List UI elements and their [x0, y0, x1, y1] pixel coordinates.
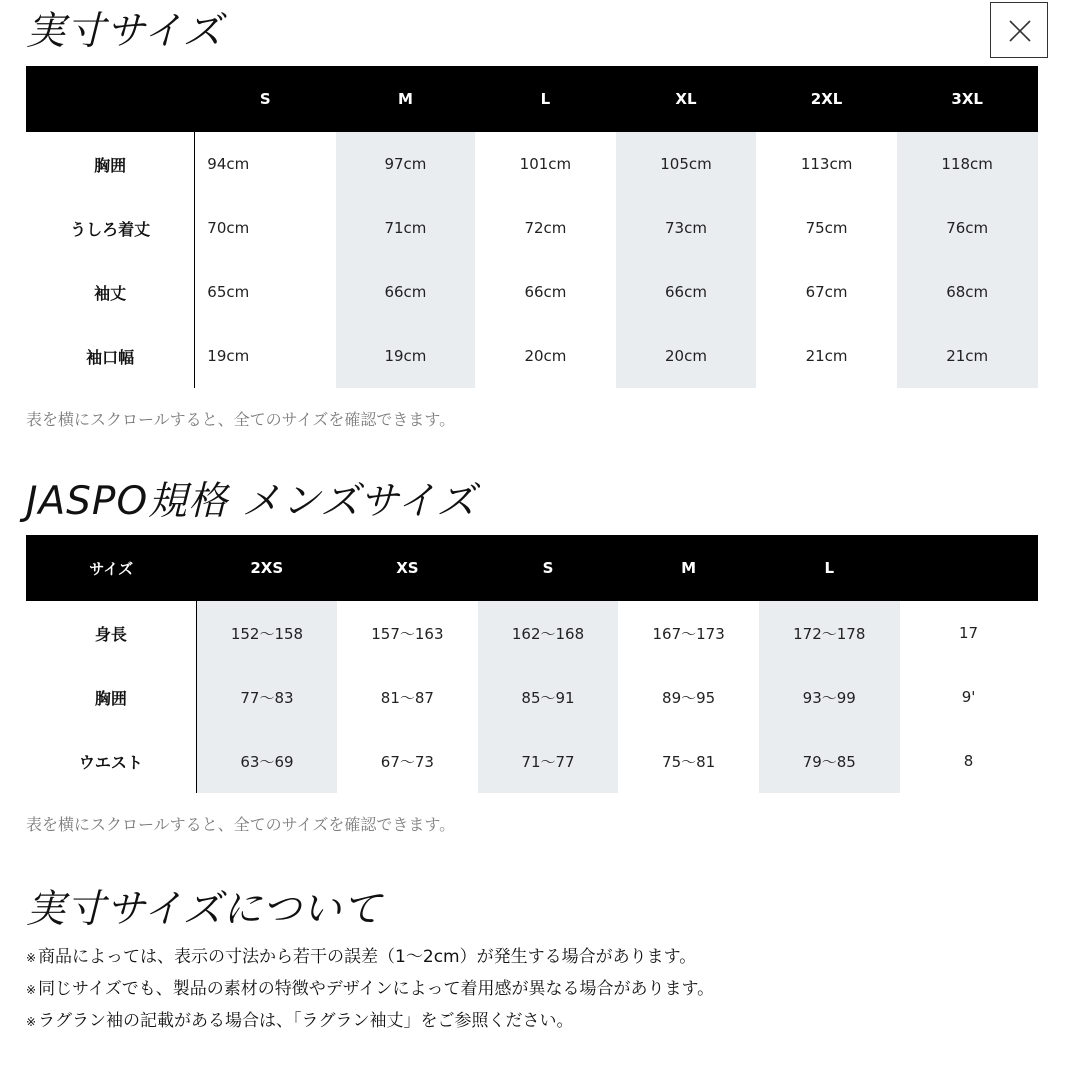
column-header — [900, 535, 1038, 601]
note-item — [26, 946, 714, 978]
table-header-row — [26, 66, 1038, 132]
table-cell: 67cm — [805, 283, 848, 301]
note-item — [26, 978, 714, 1010]
table-cell: 167〜173 — [652, 624, 725, 643]
table-cell: 17 — [958, 624, 979, 642]
table-cell: 20cm — [524, 347, 567, 365]
table-cell: 72cm — [524, 219, 567, 237]
table-cell: 76cm — [897, 196, 1038, 260]
actual-size-title: 実寸サイズ — [26, 9, 223, 54]
table-cell: 77〜83 — [196, 665, 337, 729]
table-cell: 66cm — [616, 260, 757, 324]
table-cell: 67〜73 — [380, 752, 434, 771]
row-label: 身長 — [26, 601, 196, 665]
table-cell: 9' — [961, 688, 976, 706]
table-cell: 101cm — [519, 155, 572, 173]
table-header-row — [26, 535, 1038, 601]
actual-size-table — [26, 66, 1038, 388]
table-row — [26, 729, 1038, 793]
table-cell: 75cm — [805, 219, 848, 237]
about-size-title: 実寸サイズについて — [26, 887, 383, 932]
table-cell: 73cm — [616, 196, 757, 260]
table-cell: 152〜158 — [196, 601, 337, 665]
column-header-l: L — [475, 66, 616, 132]
table-cell: 157〜163 — [371, 624, 444, 643]
jaspo-size-title: JASPO規格 メンズサイズ — [26, 479, 477, 524]
table-cell: 21cm — [897, 324, 1038, 388]
note-mark: ※ — [26, 951, 37, 965]
row-label: 袖口幅 — [26, 324, 195, 388]
table-cell: 85〜91 — [478, 665, 619, 729]
table-cell: 63〜69 — [196, 729, 337, 793]
jaspo-size-table-scroll[interactable] — [26, 535, 1038, 794]
column-header-2xl: 2XL — [756, 66, 897, 132]
table-row — [26, 324, 1038, 388]
actual-size-table-scroll[interactable] — [26, 66, 1038, 388]
row-label: ウエスト — [26, 729, 196, 793]
table-cell: 172〜178 — [759, 601, 900, 665]
column-header-xs: XS — [337, 535, 478, 601]
table-row — [26, 601, 1038, 665]
column-header-s: S — [195, 66, 336, 132]
column-header-3xl: 3XL — [897, 66, 1038, 132]
note-item — [26, 1010, 714, 1042]
column-header-m: M — [618, 535, 759, 601]
jaspo-size-table — [26, 535, 1038, 793]
row-label: 胸囲 — [26, 665, 196, 729]
column-header-2xs: 2XS — [196, 535, 337, 601]
close-button[interactable] — [990, 2, 1048, 58]
table-cell: 162〜168 — [478, 601, 619, 665]
table-cell: 65cm — [207, 283, 250, 301]
table-cell: 94cm — [207, 155, 250, 173]
note-text: 同じサイズでも、製品の素材の特徴やデザインによって着用感が異なる場合があります。 — [38, 979, 715, 999]
row-label: うしろ着丈 — [26, 196, 195, 260]
table-row — [26, 196, 1038, 260]
table-cell: 19cm — [336, 324, 475, 388]
table-cell: 66cm — [524, 283, 567, 301]
scroll-hint: 表を横にスクロールすると、全てのサイズを確認できます。 — [26, 410, 456, 429]
table-cell: 97cm — [336, 132, 475, 196]
column-header-m: M — [336, 66, 475, 132]
note-mark: ※ — [26, 1015, 37, 1029]
table-cell: 81〜87 — [380, 688, 434, 707]
table-row — [26, 132, 1038, 196]
table-row — [26, 665, 1038, 729]
table-cell: 8 — [963, 752, 974, 770]
note-text: 商品によっては、表示の寸法から若干の誤差（1〜2cm）が発生する場合があります。 — [38, 947, 697, 967]
row-label: 袖丈 — [26, 260, 195, 324]
table-cell: 71〜77 — [478, 729, 619, 793]
table-cell: 118cm — [897, 132, 1038, 196]
table-cell: 105cm — [616, 132, 757, 196]
column-header-xl: XL — [616, 66, 757, 132]
note-text: ラグラン袖の記載がある場合は、「ラグラン袖丈」をご参照ください。 — [38, 1011, 574, 1031]
scroll-hint: 表を横にスクロールすると、全てのサイズを確認できます。 — [26, 815, 456, 834]
table-row — [26, 260, 1038, 324]
row-label: 胸囲 — [26, 132, 195, 196]
table-cell: 75〜81 — [662, 752, 716, 771]
table-cell: 21cm — [805, 347, 848, 365]
table-cell: 71cm — [336, 196, 475, 260]
table-cell: 113cm — [800, 155, 853, 173]
table-cell: 79〜85 — [759, 729, 900, 793]
table-cell: 89〜95 — [662, 688, 716, 707]
table-cell: 66cm — [336, 260, 475, 324]
table-cell: 93〜99 — [759, 665, 900, 729]
close-icon — [1008, 19, 1032, 43]
table-cell: 20cm — [616, 324, 757, 388]
column-header-s: S — [478, 535, 619, 601]
note-mark: ※ — [26, 983, 37, 997]
table-cell: 70cm — [207, 219, 250, 237]
column-header — [26, 66, 195, 132]
column-header-size: サイズ — [26, 535, 196, 601]
column-header-l: L — [759, 535, 900, 601]
notes-list — [26, 946, 714, 1042]
table-cell: 19cm — [207, 347, 250, 365]
table-cell: 68cm — [897, 260, 1038, 324]
